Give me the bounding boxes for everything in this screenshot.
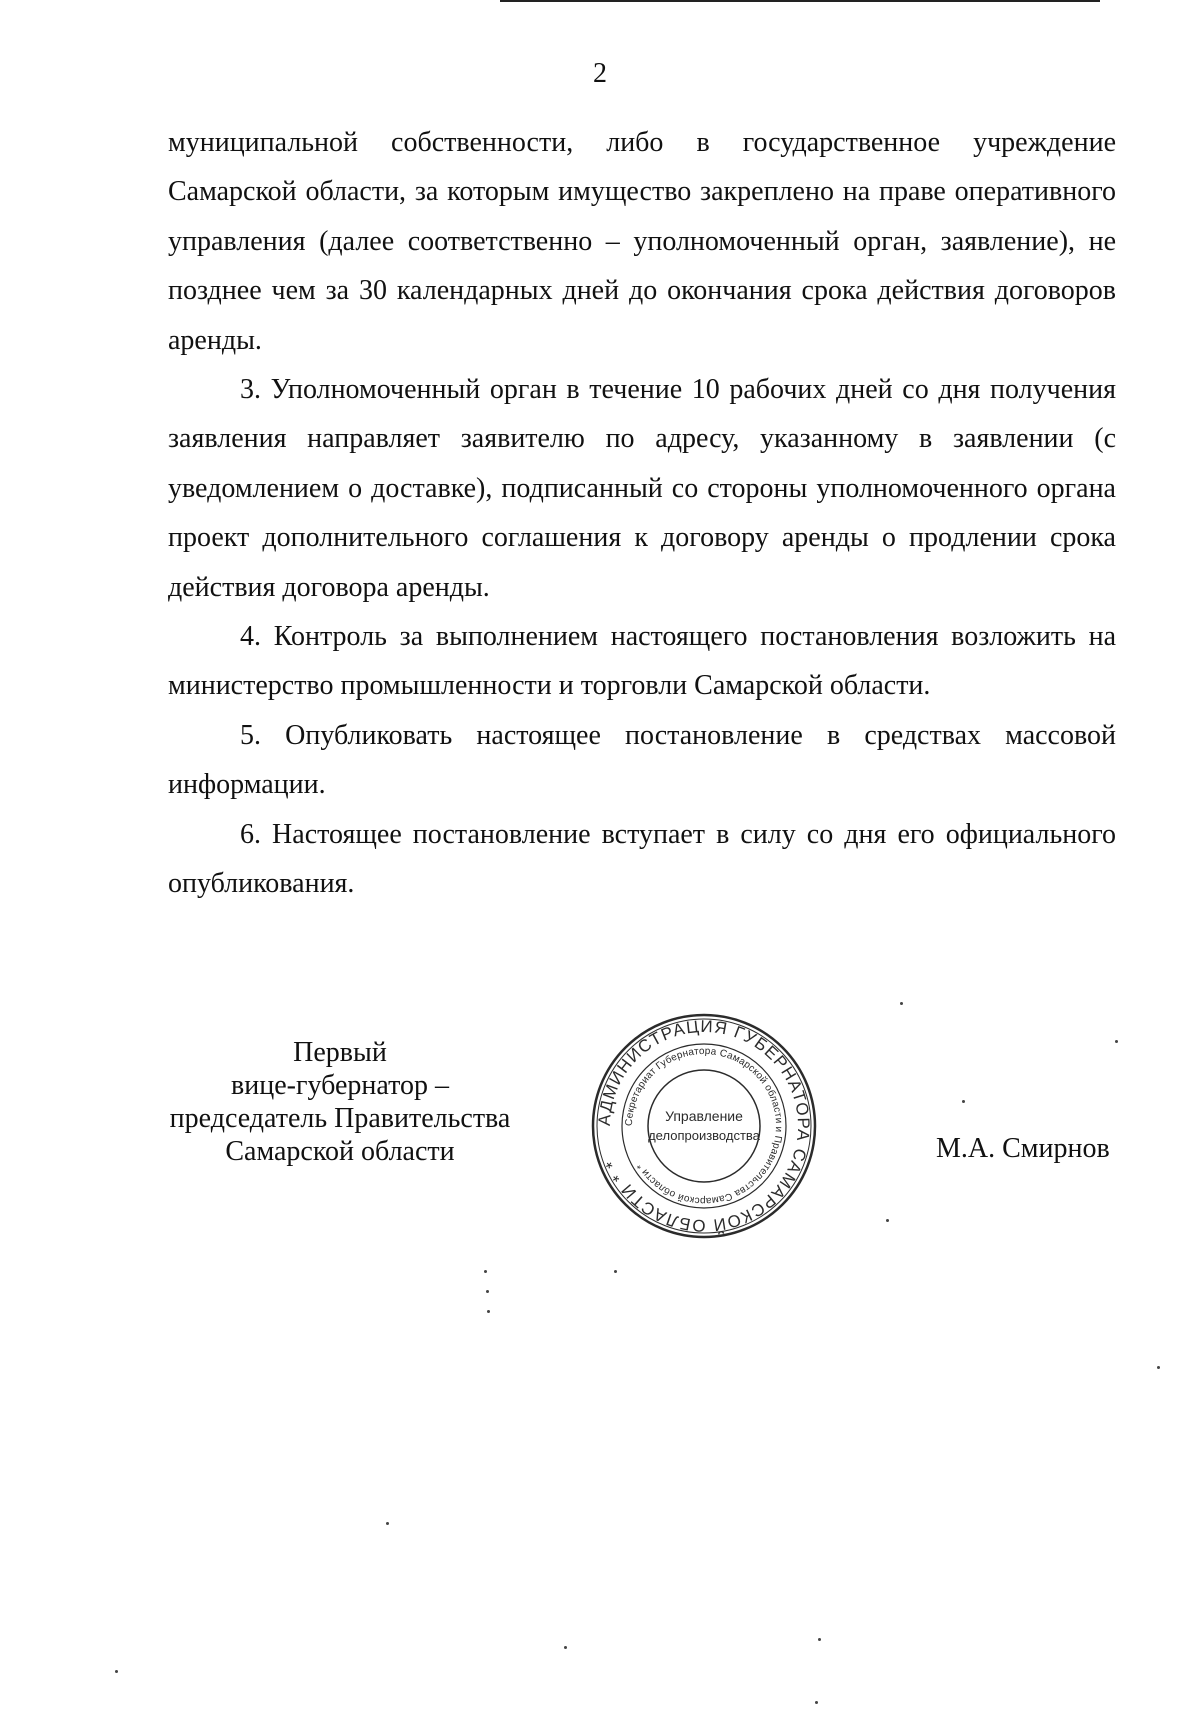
- scan-speck: [818, 1638, 821, 1641]
- stamp-center-line-1: Управление: [665, 1108, 743, 1124]
- signer-name: М.А. Смирнов: [936, 1133, 1110, 1164]
- page-number: 2: [593, 58, 607, 89]
- scan-speck: [1157, 1366, 1160, 1369]
- paragraph-4: 4. Контроль за выполнением настоящего постановления возложить на министерство промышленности и торговли Самарской области.: [168, 621, 1116, 702]
- scan-speck: [614, 1270, 617, 1273]
- signer-title: [150, 1036, 530, 1168]
- scan-speck: [900, 1002, 903, 1005]
- signer-title-line: председатель Правительства: [169, 1103, 511, 1134]
- scan-speck: [815, 1701, 818, 1704]
- paragraph-3: 3. Уполномоченный орган в течение 10 рабочих дней со дня получения заявления направляет заявителю по адресу, указанному в заявлении (с уведомлением о доставке), подписанный со стороны уполномоченного органа проект дополнительного соглашения к договору аренды о продлении срока действия договора аренды.: [168, 374, 1116, 603]
- scan-speck: [1115, 1040, 1118, 1043]
- scan-speck: [486, 1290, 489, 1293]
- stamp-inner-ring: [648, 1070, 760, 1182]
- document-body: [168, 118, 1116, 909]
- signer-title-line: вице-губернатор –: [231, 1070, 449, 1101]
- signer-title-line: Первый: [293, 1037, 387, 1068]
- official-stamp: [590, 1012, 818, 1240]
- scan-speck: [564, 1646, 567, 1649]
- scan-speck: [115, 1670, 118, 1673]
- paragraph-5: 5. Опубликовать настоящее постановление в средствах массовой информации.: [168, 719, 1116, 801]
- stamp-inner-text: Секретариат Губернатора Самарской области и Правительства Самарской области *: [623, 1045, 785, 1207]
- stamp-outer-text: АДМИНИСТРАЦИЯ ГУБЕРНАТОРА САМАРСКОЙ ОБЛАСТИ * *: [594, 1016, 814, 1236]
- top-border-line: [500, 0, 1100, 2]
- scan-speck: [962, 1100, 965, 1103]
- paragraph-6: 6. Настоящее постановление вступает в силу со дня его официального опубликования.: [168, 818, 1116, 900]
- paragraph-1: муниципальной собственности, либо в государственное учреждение Самарской области, за которым имущество закреплено на праве оперативного управления (далее соответственно – уполномоченный орган, заявление), не позднее чем за 30 календарных дней до окончания срока действия договоров аренды.: [168, 127, 1116, 356]
- scan-speck: [487, 1310, 490, 1313]
- signer-title-line: Самарской области: [225, 1136, 455, 1167]
- scan-speck: [886, 1219, 889, 1222]
- scan-speck: [484, 1270, 487, 1273]
- stamp-center-line-2: делопроизводства: [648, 1128, 760, 1143]
- scan-speck: [386, 1522, 389, 1525]
- stamp-middle-ring: [622, 1044, 786, 1208]
